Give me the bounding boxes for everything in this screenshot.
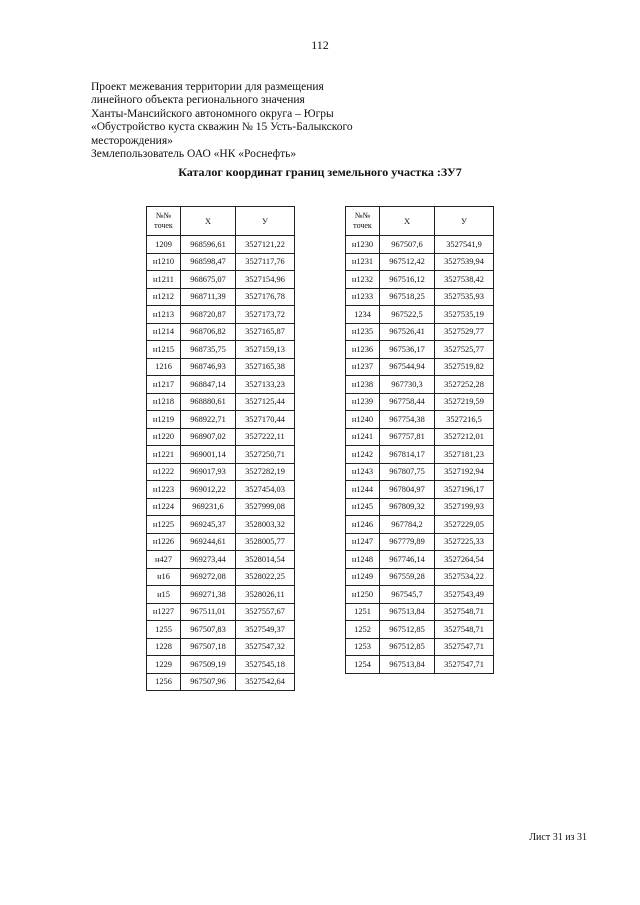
point-cell: н15 (147, 586, 181, 604)
table-row (346, 393, 494, 411)
y-cell: 3527547,32 (236, 638, 295, 656)
x-cell: 967518,25 (380, 288, 435, 306)
y-cell: 3527225,33 (435, 533, 494, 551)
y-cell: 3527170,44 (236, 411, 295, 429)
x-cell: 968907,02 (181, 428, 236, 446)
point-cell: н1218 (147, 393, 181, 411)
point-cell: н1246 (346, 516, 380, 534)
x-cell: 967513,84 (380, 656, 435, 674)
point-cell: н1233 (346, 288, 380, 306)
x-cell: 967516,12 (380, 271, 435, 289)
point-cell: н1224 (147, 498, 181, 516)
point-cell: н1226 (147, 533, 181, 551)
x-cell: 967784,2 (380, 516, 435, 534)
x-column-header: Х (181, 207, 236, 236)
header-line: «Обустройство куста скважин № 15 Усть-Балыкского (91, 121, 353, 134)
table-row (346, 656, 494, 674)
point-cell: 1256 (147, 673, 181, 691)
point-cell: н1230 (346, 236, 380, 254)
x-cell: 967804,97 (380, 481, 435, 499)
table-row (346, 341, 494, 359)
point-cell: 1253 (346, 638, 380, 656)
table-row (147, 498, 295, 516)
point-cell: н1239 (346, 393, 380, 411)
point-cell: 1228 (147, 638, 181, 656)
point-cell: н1223 (147, 481, 181, 499)
x-cell: 968735,75 (181, 341, 236, 359)
y-cell: 3527222,11 (236, 428, 295, 446)
table-row (147, 271, 295, 289)
y-cell: 3527535,93 (435, 288, 494, 306)
header-line: Проект межевания территории для размещения (91, 81, 324, 93)
y-cell: 3527196,17 (435, 481, 494, 499)
y-cell: 3527547,71 (435, 638, 494, 656)
y-cell: 3527219,59 (435, 393, 494, 411)
table-row (346, 446, 494, 464)
table-row (346, 271, 494, 289)
table-row (346, 621, 494, 639)
table-row (147, 568, 295, 586)
point-cell: н1231 (346, 253, 380, 271)
point-cell: 1216 (147, 358, 181, 376)
point-cell: н1245 (346, 498, 380, 516)
x-cell: 967513,84 (380, 603, 435, 621)
table-row (147, 393, 295, 411)
x-cell: 967746,14 (380, 551, 435, 569)
table-row (147, 638, 295, 656)
y-column-header: У (435, 207, 494, 236)
x-cell: 967522,5 (380, 306, 435, 324)
y-cell: 3527282,19 (236, 463, 295, 481)
y-cell: 3527192,94 (435, 463, 494, 481)
table-row (147, 236, 295, 254)
point-cell: н1248 (346, 551, 380, 569)
point-cell: н1225 (147, 516, 181, 534)
table-row (147, 306, 295, 324)
y-cell: 3527543,49 (435, 586, 494, 604)
table-row (147, 253, 295, 271)
x-cell: 967730,3 (380, 376, 435, 394)
x-cell: 969272,08 (181, 568, 236, 586)
table-row (346, 551, 494, 569)
point-column-header (346, 207, 380, 236)
point-cell: н1213 (147, 306, 181, 324)
x-cell: 969012,22 (181, 481, 236, 499)
point-cell: н1221 (147, 446, 181, 464)
point-cell: н1211 (147, 271, 181, 289)
x-cell: 967536,17 (380, 341, 435, 359)
y-cell: 3527125,44 (236, 393, 295, 411)
x-cell: 967507,96 (181, 673, 236, 691)
point-cell: 1209 (147, 236, 181, 254)
x-cell: 967512,42 (380, 253, 435, 271)
table-row (346, 428, 494, 446)
y-cell: 3527199,93 (435, 498, 494, 516)
y-cell: 3528003,32 (236, 516, 295, 534)
x-cell: 967509,19 (181, 656, 236, 674)
x-cell: 968746,93 (181, 358, 236, 376)
table-row (147, 586, 295, 604)
table-row (346, 603, 494, 621)
x-cell: 967779,89 (380, 533, 435, 551)
y-cell: 3527173,72 (236, 306, 295, 324)
x-cell: 967512,85 (380, 638, 435, 656)
table-row (147, 323, 295, 341)
x-cell: 968880,61 (181, 393, 236, 411)
x-cell: 967757,81 (380, 428, 435, 446)
y-cell: 3527535,19 (435, 306, 494, 324)
y-cell: 3527541,9 (435, 236, 494, 254)
y-cell: 3527252,28 (435, 376, 494, 394)
coordinates-table-left (146, 206, 295, 691)
point-cell: н1241 (346, 428, 380, 446)
point-cell: н1219 (147, 411, 181, 429)
table-row (147, 516, 295, 534)
y-cell: 3528005,77 (236, 533, 295, 551)
x-cell: 968720,87 (181, 306, 236, 324)
point-header-line1: №№ (354, 211, 371, 220)
table-row (147, 341, 295, 359)
table-row (147, 673, 295, 691)
catalog-title: Каталог координат границ земельного участка :ЗУ7 (178, 165, 462, 179)
table-row (147, 288, 295, 306)
y-cell: 3528014,54 (236, 551, 295, 569)
point-cell: н1215 (147, 341, 181, 359)
point-cell: н1227 (147, 603, 181, 621)
y-cell: 3527250,71 (236, 446, 295, 464)
page-number: 112 (311, 38, 329, 52)
point-cell: н1232 (346, 271, 380, 289)
table-row (346, 253, 494, 271)
point-cell: н1237 (346, 358, 380, 376)
table-row (147, 533, 295, 551)
x-cell: 967511,01 (181, 603, 236, 621)
coordinates-table-right (345, 206, 494, 674)
table-row (346, 288, 494, 306)
x-cell: 967507,83 (181, 621, 236, 639)
point-cell: н1212 (147, 288, 181, 306)
point-cell: 1252 (346, 621, 380, 639)
x-cell: 968598,47 (181, 253, 236, 271)
x-cell: 969271,38 (181, 586, 236, 604)
y-cell: 3527529,77 (435, 323, 494, 341)
point-cell: н1243 (346, 463, 380, 481)
y-cell: 3527999,08 (236, 498, 295, 516)
sheet-number: Лист 31 из 31 (529, 832, 587, 843)
table-row (147, 481, 295, 499)
x-cell: 967814,17 (380, 446, 435, 464)
header-line: Землепользователь ОАО «НК «Роснефть» (91, 148, 297, 161)
x-cell: 968675,07 (181, 271, 236, 289)
x-cell: 967512,85 (380, 621, 435, 639)
point-cell: н1217 (147, 376, 181, 394)
point-cell: н1250 (346, 586, 380, 604)
point-cell: 1234 (346, 306, 380, 324)
y-cell: 3527229,05 (435, 516, 494, 534)
table-row (147, 428, 295, 446)
y-cell: 3527534,22 (435, 568, 494, 586)
x-cell: 967754,38 (380, 411, 435, 429)
x-cell: 967544,94 (380, 358, 435, 376)
point-cell: н1214 (147, 323, 181, 341)
table-row (147, 603, 295, 621)
x-cell: 969273,44 (181, 551, 236, 569)
point-cell: н1242 (346, 446, 380, 464)
table-row (346, 358, 494, 376)
point-cell: н1220 (147, 428, 181, 446)
point-cell: н427 (147, 551, 181, 569)
y-cell: 3527154,96 (236, 271, 295, 289)
y-cell: 3527542,64 (236, 673, 295, 691)
x-cell: 969001,14 (181, 446, 236, 464)
table-row (147, 656, 295, 674)
header-line: месторождения» (91, 134, 173, 147)
point-header-line2: точек (154, 221, 173, 230)
table-row (346, 568, 494, 586)
table-row (346, 481, 494, 499)
x-cell: 967809,32 (380, 498, 435, 516)
point-cell: н16 (147, 568, 181, 586)
table-row (346, 638, 494, 656)
y-cell: 3527557,67 (236, 603, 295, 621)
y-cell: 3527525,77 (435, 341, 494, 359)
x-cell: 968706,82 (181, 323, 236, 341)
y-cell: 3527548,71 (435, 621, 494, 639)
x-cell: 969245,37 (181, 516, 236, 534)
y-cell: 3527216,5 (435, 411, 494, 429)
y-cell: 3527165,87 (236, 323, 295, 341)
y-cell: 3527545,18 (236, 656, 295, 674)
table-row (346, 498, 494, 516)
x-cell: 967758,44 (380, 393, 435, 411)
table-row (346, 306, 494, 324)
table-header-row (346, 207, 494, 236)
point-cell: 1254 (346, 656, 380, 674)
point-cell: н1235 (346, 323, 380, 341)
point-cell: 1255 (147, 621, 181, 639)
header-line: Ханты-Мансийского автономного округа – Югры (91, 107, 334, 120)
y-cell: 3528022,25 (236, 568, 295, 586)
table-row (346, 376, 494, 394)
x-column-header: Х (380, 207, 435, 236)
y-cell: 3527547,71 (435, 656, 494, 674)
table-body (346, 236, 494, 674)
document-header (91, 81, 411, 161)
table-row (147, 358, 295, 376)
table-body (147, 236, 295, 691)
x-cell: 967545,7 (380, 586, 435, 604)
x-cell: 967807,75 (380, 463, 435, 481)
table-row (147, 411, 295, 429)
table-row (346, 586, 494, 604)
y-cell: 3527159,13 (236, 341, 295, 359)
table-row (346, 411, 494, 429)
y-cell: 3527264,54 (435, 551, 494, 569)
y-column-header: У (236, 207, 295, 236)
point-cell: н1240 (346, 411, 380, 429)
x-cell: 967507,18 (181, 638, 236, 656)
point-column-header (147, 207, 181, 236)
y-cell: 3527121,22 (236, 236, 295, 254)
table-row (147, 376, 295, 394)
y-cell: 3527538,42 (435, 271, 494, 289)
x-cell: 968847,14 (181, 376, 236, 394)
point-cell: н1236 (346, 341, 380, 359)
y-cell: 3527454,03 (236, 481, 295, 499)
y-cell: 3527181,23 (435, 446, 494, 464)
table-row (147, 446, 295, 464)
point-cell: 1229 (147, 656, 181, 674)
table-row (346, 533, 494, 551)
y-cell: 3527133,23 (236, 376, 295, 394)
point-cell: н1238 (346, 376, 380, 394)
table-row (346, 236, 494, 254)
x-cell: 967526,41 (380, 323, 435, 341)
point-header-line1: №№ (155, 211, 172, 220)
x-cell: 968596,61 (181, 236, 236, 254)
x-cell: 969244,61 (181, 533, 236, 551)
y-cell: 3527539,94 (435, 253, 494, 271)
y-cell: 3527165,38 (236, 358, 295, 376)
y-cell: 3527549,37 (236, 621, 295, 639)
x-cell: 967559,28 (380, 568, 435, 586)
x-cell: 968711,39 (181, 288, 236, 306)
point-cell: 1251 (346, 603, 380, 621)
y-cell: 3528026,11 (236, 586, 295, 604)
y-cell: 3527212,01 (435, 428, 494, 446)
point-cell: н1222 (147, 463, 181, 481)
y-cell: 3527117,76 (236, 253, 295, 271)
point-cell: н1244 (346, 481, 380, 499)
x-cell: 967507,6 (380, 236, 435, 254)
y-cell: 3527519,82 (435, 358, 494, 376)
y-cell: 3527548,71 (435, 603, 494, 621)
table-row (147, 463, 295, 481)
point-cell: н1247 (346, 533, 380, 551)
table-row (147, 551, 295, 569)
header-line: линейного объекта регионального значения (91, 94, 305, 107)
x-cell: 968922,71 (181, 411, 236, 429)
point-cell: н1210 (147, 253, 181, 271)
table-row (346, 516, 494, 534)
table-row (346, 323, 494, 341)
table-row (346, 463, 494, 481)
x-cell: 969231,6 (181, 498, 236, 516)
point-header-line2: точек (353, 221, 372, 230)
table-header-row (147, 207, 295, 236)
table-row (147, 621, 295, 639)
y-cell: 3527176,78 (236, 288, 295, 306)
point-cell: н1249 (346, 568, 380, 586)
x-cell: 969017,93 (181, 463, 236, 481)
